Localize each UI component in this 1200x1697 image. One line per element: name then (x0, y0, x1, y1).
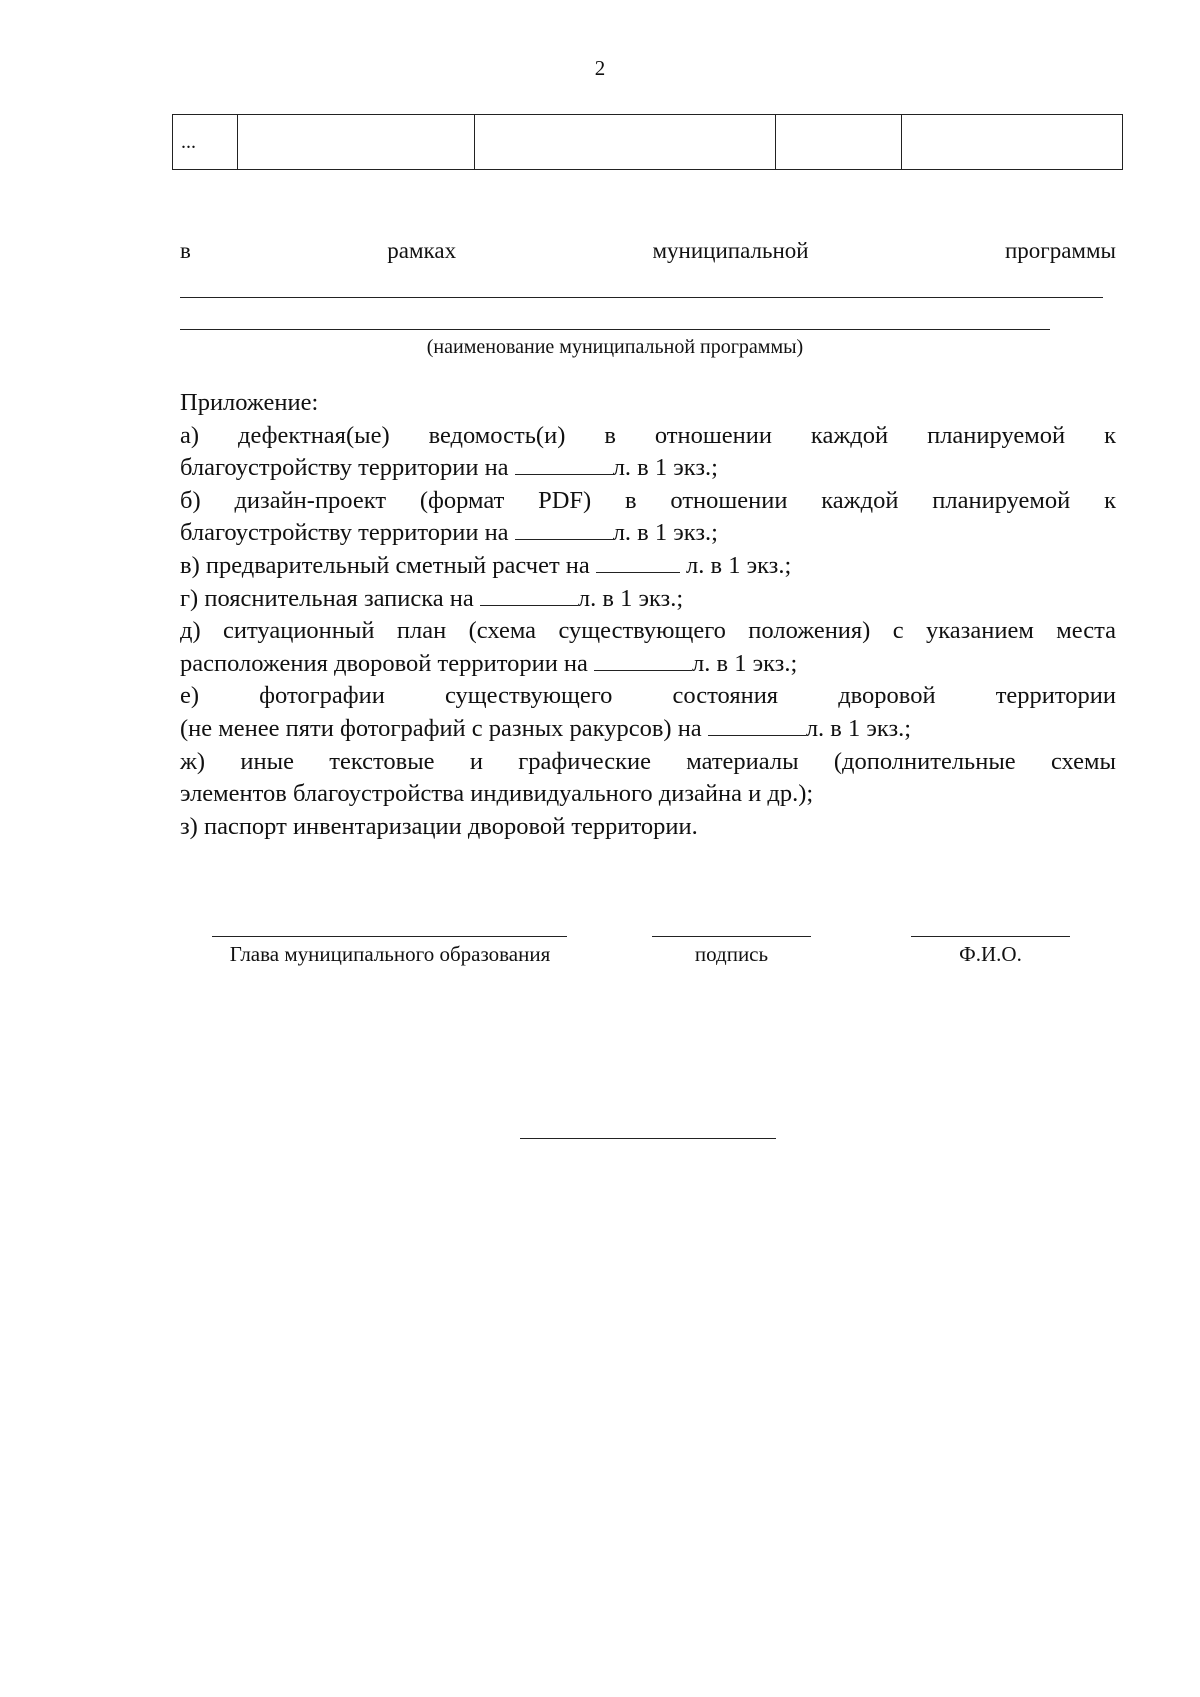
item-text: (не менее пяти фотографий с разных ракурсов) на (180, 714, 708, 742)
signature-label: подпись (694, 942, 769, 966)
program-line (180, 238, 1116, 264)
item-text: л. в 1 экз.; (612, 454, 718, 482)
item-text: л. в 1 экз.; (679, 551, 792, 579)
head-signature-line (212, 936, 567, 937)
continuation-table (172, 114, 1123, 170)
program-word: в (180, 238, 191, 263)
item-text: л. в 1 экз.; (577, 584, 684, 612)
item-text: л. в 1 экз.; (805, 714, 912, 742)
list-item (180, 713, 1116, 746)
list-item: е) фотографии существующего состояния дворовой территории (180, 682, 1116, 710)
blank-field (480, 583, 578, 606)
list-item (180, 452, 1116, 485)
item-text: расположения дворовой территории на (180, 649, 595, 677)
list-item (180, 550, 1116, 583)
list-item: б) дизайн-проект (формат PDF) в отношении каждой планируемой к (180, 486, 1116, 514)
item-text: благоустройству территории на (180, 519, 515, 547)
page-number: 2 (594, 56, 606, 80)
closing-divider (520, 1138, 776, 1139)
list-item: а) дефектная(ые) ведомость(и) в отношении каждой планируемой к (180, 421, 1116, 449)
list-item: з) паспорт инвентаризации дворовой территории. (180, 812, 698, 840)
signature-line (652, 936, 811, 937)
item-text: благоустройству территории на (180, 454, 515, 482)
list-item: ж) иные текстовые и графические материалы (дополнительные схемы (180, 747, 1116, 775)
blank-field (594, 648, 692, 671)
item-text: л. в 1 экз.; (692, 649, 798, 677)
item-text: г) пояснительная записка на (180, 584, 480, 612)
head-label: Глава муниципального образования (229, 942, 551, 966)
program-word: муниципальной (652, 238, 809, 263)
list-item: элементов благоустройства индивидуального дизайна и др.); (180, 780, 814, 808)
attachments-list (180, 387, 1116, 843)
table-row (173, 115, 1123, 170)
table-cell (475, 115, 776, 170)
item-text: в) предварительный сметный расчет на (180, 551, 596, 579)
list-item (180, 648, 1116, 681)
blank-field (515, 452, 613, 475)
item-text: л. в 1 экз.; (612, 519, 718, 547)
program-word: программы (1004, 238, 1116, 263)
attachments-heading: Приложение: (180, 389, 319, 416)
table-cell: ... (173, 115, 238, 170)
program-name-blank-1 (180, 297, 1103, 298)
table-cell (776, 115, 902, 170)
program-word: рамках (387, 238, 457, 263)
blank-field (596, 550, 680, 573)
table-cell (238, 115, 475, 170)
program-name-blank-2 (180, 329, 1050, 330)
name-label: Ф.И.О. (959, 942, 1022, 966)
list-item (180, 583, 1116, 616)
table-cell (902, 115, 1123, 170)
list-item (180, 517, 1116, 550)
blank-field (515, 517, 613, 540)
blank-field (708, 713, 806, 736)
list-item: д) ситуационный план (схема существующего положения) с указанием места (180, 617, 1116, 645)
name-line (911, 936, 1070, 937)
program-caption: (наименование муниципальной программы) (426, 336, 804, 358)
